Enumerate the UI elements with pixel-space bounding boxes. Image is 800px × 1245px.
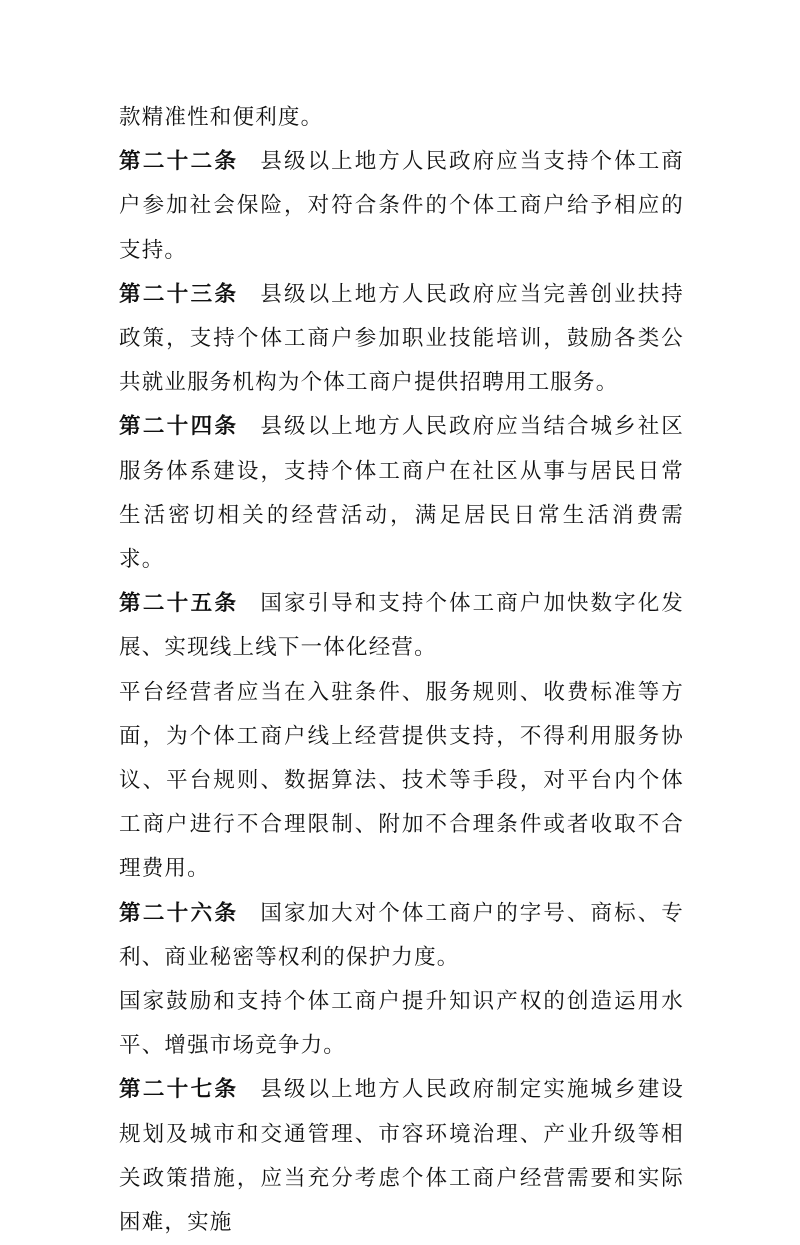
article-22 <box>119 140 684 273</box>
article-text: 国家引导和支持个体工商户加快数字化发展、实现线上线下一体化经营。 <box>119 591 684 661</box>
article-heading: 第二十三条 <box>119 281 239 307</box>
article-heading: 第二十七条 <box>119 1077 239 1103</box>
article-heading: 第二十五条 <box>119 591 239 617</box>
paragraph-text: 国家鼓励和支持个体工商户提升知识产权的创造运用水平、增强市场竞争力。 <box>119 989 684 1059</box>
article-26 <box>119 892 684 980</box>
paragraph <box>119 671 684 892</box>
paragraph-text: 款精准性和便利度。 <box>119 105 324 130</box>
paragraph <box>119 980 684 1068</box>
article-text: 国家加大对个体工商户的字号、商标、专利、商业秘密等权利的保护力度。 <box>119 900 684 970</box>
article-text: 县级以上地方人民政府应当结合城乡社区服务体系建设，支持个体工商户在社区从事与居民日常生活密切相关的经营活动，满足居民日常生活消费需求。 <box>119 414 684 573</box>
article-heading: 第二十四条 <box>119 414 239 440</box>
article-25 <box>119 582 684 670</box>
paragraph <box>119 96 684 140</box>
article-heading: 第二十六条 <box>119 900 239 926</box>
document-body <box>119 96 684 1245</box>
paragraph-text: 平台经营者应当在入驻条件、服务规则、收费标准等方面，为个体工商户线上经营提供支持，不得利用服务协议、平台规则、数据算法、技术等手段，对平台内个体工商户进行不合理限制、附加不合理条件或者收取不合理费用。 <box>119 679 684 882</box>
article-23 <box>119 273 684 406</box>
article-heading: 第二十二条 <box>119 149 239 175</box>
article-text: 县级以上地方人民政府制定实施城乡建设规划及城市和交通管理、市容环境治理、产业升级等相关政策措施，应当充分考虑个体工商户经营需要和实际困难，实施 <box>119 1077 684 1236</box>
article-text: 县级以上地方人民政府应当完善创业扶持政策，支持个体工商户参加职业技能培训，鼓励各类公共就业服务机构为个体工商户提供招聘用工服务。 <box>119 281 684 396</box>
article-text: 县级以上地方人民政府应当支持个体工商户参加社会保险，对符合条件的个体工商户给予相应的支持。 <box>119 149 684 263</box>
article-24 <box>119 405 684 582</box>
article-27 <box>119 1068 684 1245</box>
